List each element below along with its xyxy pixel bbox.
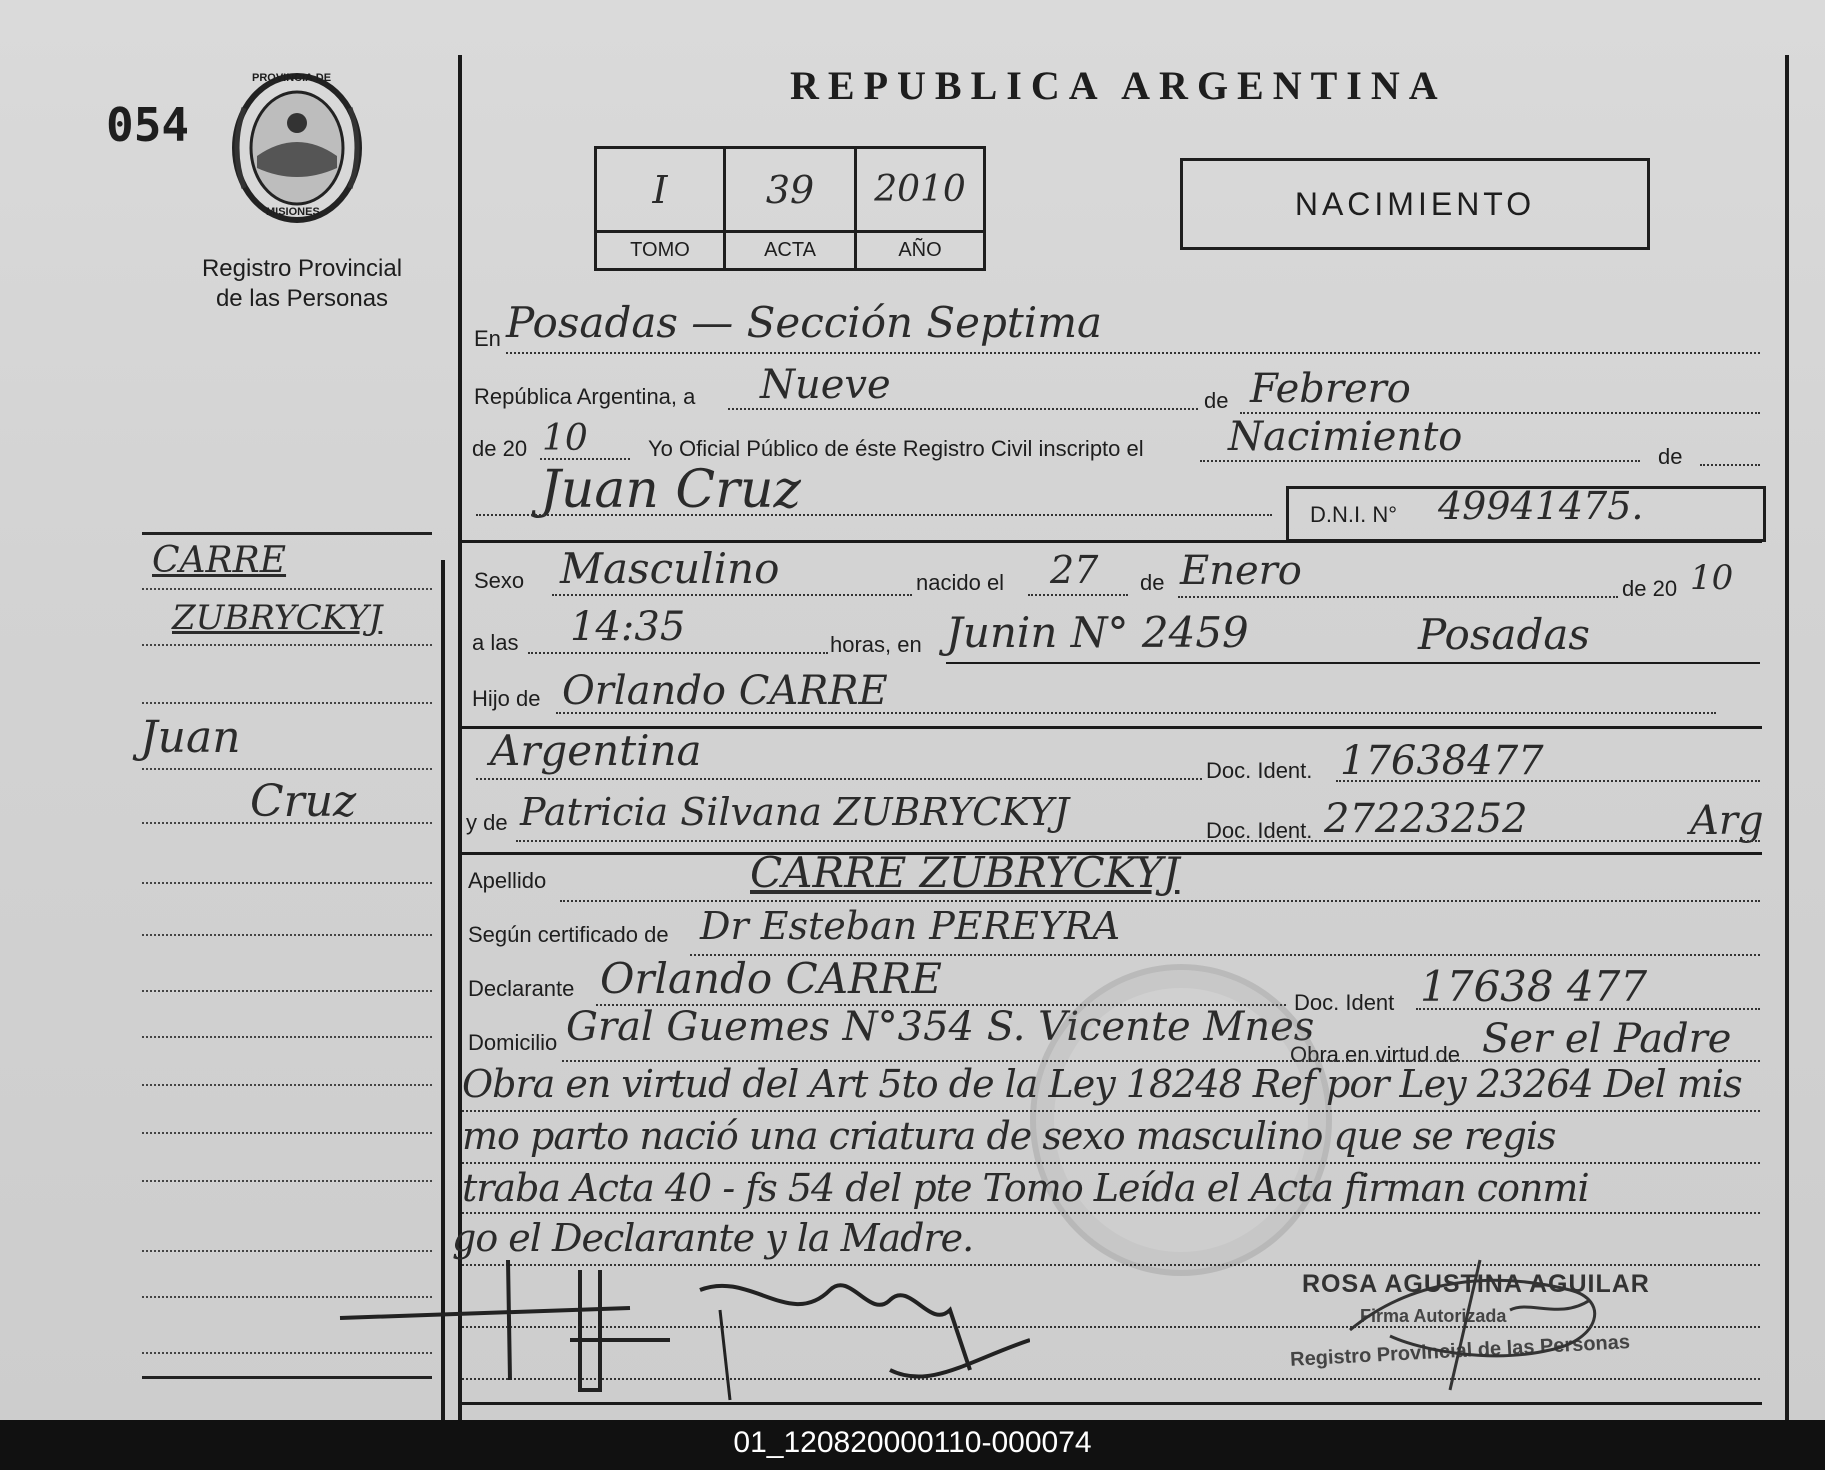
field-certificado: Dr Esteban PEREYRA [700, 904, 1121, 948]
record-type-label: NACIMIENTO [1294, 185, 1536, 222]
field-obra: Ser el Padre [1482, 1016, 1732, 1062]
obs-line-2 [462, 1162, 1760, 1164]
field-padre: Orlando CARRE [562, 668, 888, 714]
label-doc-ident-declarante: Doc. Ident [1294, 990, 1395, 1015]
line-padre-nacionalidad [476, 778, 1202, 780]
tomo-label: TOMO [596, 232, 725, 270]
official-signature-icon [1330, 1240, 1630, 1400]
label-hijo-de: Hijo de [472, 686, 541, 711]
field-nombre: Juan Cruz [540, 460, 801, 520]
misiones-seal [222, 68, 372, 228]
field-padre-nacionalidad: Argentina [490, 726, 702, 775]
acta-value: 39 [725, 148, 856, 232]
field-madre-doc: 27223252 [1324, 796, 1528, 842]
field-apellido: CARRE ZUBRYCKYJ [750, 848, 1180, 897]
label-obra: Obra en virtud de [1290, 1042, 1460, 1067]
margin-line [142, 990, 432, 992]
line-lugar-nac [946, 662, 1760, 664]
line-padre-doc [1336, 780, 1760, 782]
margin-surname-1: CARRE [152, 540, 287, 581]
page-title: REPUBLICA ARGENTINA [790, 63, 1447, 108]
field-nacido-mes: Enero [1180, 548, 1302, 594]
line-inscripto [1200, 460, 1640, 462]
field-padre-doc: 17638477 [1340, 738, 1544, 784]
margin-top-rule [142, 532, 432, 535]
form-right-rule [1785, 55, 1789, 1420]
line-padre [556, 712, 1716, 714]
label-de: de [1204, 388, 1229, 413]
margin-line [142, 702, 432, 704]
seal-caption-bottom: MISIONES [266, 206, 320, 218]
margin-line [142, 1084, 432, 1086]
field-anio-suffix: 10 [542, 418, 588, 459]
margin-line [142, 768, 432, 770]
label-y-de: y de [466, 810, 508, 835]
observation-line-1: Obra en virtud del Art 5to de la Ley 18248 Ref por Ley 23264 Del mis [462, 1062, 1742, 1106]
register-reference-table [594, 146, 986, 271]
margin-line [142, 1036, 432, 1038]
margin-given-1: Juan [140, 712, 241, 763]
margin-line [142, 1180, 432, 1182]
field-declarante-doc: 17638 477 [1420, 962, 1648, 1011]
field-madre-nacionalidad: Arg [1690, 798, 1764, 844]
handwritten-signature-icon [330, 1250, 1030, 1410]
official-name: ROSA AGUSTINA AGUILAR [1302, 1270, 1650, 1298]
label-de-2: de [1658, 444, 1683, 469]
observation-line-2: mo parto nació una criatura de sexo masculino que se regis [462, 1114, 1556, 1158]
acta-label: ACTA [725, 232, 856, 270]
document-code: 054 [106, 98, 190, 152]
line-nacido-dia [1028, 594, 1128, 596]
field-lugar-nac: Junin N° 2459 [946, 608, 1249, 657]
label-domicilio: Domicilio [468, 1030, 558, 1055]
field-mes: Febrero [1250, 366, 1411, 412]
label-dni: D.N.I. N° [1310, 502, 1398, 527]
label-yo-oficial: Yo Oficial Público de éste Registro Civil inscripto el [648, 436, 1144, 461]
field-declarante: Orlando CARRE [600, 954, 942, 1003]
field-nacido-anio: 10 [1690, 558, 1734, 598]
line-madre [516, 840, 1760, 842]
obs-line-1 [462, 1110, 1760, 1112]
field-ciudad-nac: Posadas [1418, 610, 1590, 659]
line-sexo [552, 594, 912, 596]
line-lugar [506, 352, 1760, 354]
field-hora: 14:35 [570, 604, 686, 650]
label-de-3: de [1140, 570, 1165, 595]
official-role: Firma Autorizada [1360, 1306, 1507, 1326]
line-de [1700, 464, 1760, 466]
observation-line-4: go el Declarante y la Madre. [452, 1216, 974, 1260]
line-dia [728, 408, 1198, 410]
field-inscripto: Nacimiento [1228, 414, 1463, 460]
margin-surname-2: ZUBRYCKYJ [172, 598, 383, 638]
anio-label: AÑO [856, 232, 985, 270]
seal-caption-top: PROVINCIA DE [252, 72, 332, 84]
field-madre: Patricia Silvana ZUBRYCKYJ [520, 790, 1069, 834]
label-horas-en: horas, en [830, 632, 922, 657]
margin-given-2: Cruz [250, 776, 357, 827]
label-de-20: de 20 [472, 436, 528, 461]
record-type-box [1180, 158, 1650, 250]
label-a-las: a las [472, 630, 519, 655]
line-declarante-doc [1416, 1008, 1760, 1010]
label-sexo: Sexo [474, 568, 525, 593]
registry-office-label [150, 254, 454, 314]
field-nacido-dia: 27 [1050, 548, 1099, 592]
label-republica: República Argentina, a [474, 384, 696, 409]
margin-line [142, 644, 432, 646]
line-nacido-mes [1178, 596, 1618, 598]
margin-line [142, 934, 432, 936]
label-declarante: Declarante [468, 976, 575, 1001]
margin-line [142, 1132, 432, 1134]
line-apellido [560, 900, 1760, 902]
provincial-seal-icon [222, 68, 372, 228]
label-de-20b: de 20 [1622, 576, 1678, 601]
field-lugar: Posadas — Sección Septima [506, 298, 1103, 347]
field-domicilio: Gral Guemes N°354 S. Vicente Mnes [566, 1004, 1315, 1050]
field-dni: 49941475. [1438, 484, 1644, 528]
label-en: En [474, 326, 501, 351]
obs-line-3 [462, 1212, 1760, 1214]
observation-line-3: traba Acta 40 - fs 54 del pte Tomo Leída el Acta firman conmi [462, 1166, 1589, 1210]
label-doc-ident: Doc. Ident. [1206, 758, 1313, 783]
row4-rule [462, 540, 1762, 543]
margin-line [142, 882, 432, 884]
line-hora [528, 652, 828, 654]
margin-line [142, 588, 432, 590]
official-office: Registro Provincial de las Personas [1289, 1331, 1631, 1371]
registry-office-line-2: de las Personas [215, 285, 389, 312]
label-doc-ident-madre: Doc. Ident. [1206, 818, 1313, 843]
label-nacido-el: nacido el [916, 570, 1005, 595]
tomo-value: I [596, 148, 725, 232]
field-dia: Nueve [760, 362, 891, 408]
line-nombre [476, 514, 1272, 516]
field-sexo: Masculino [560, 544, 780, 593]
registry-office-line-1: Registro Provincial [201, 255, 403, 282]
label-segun: Según certificado de [468, 922, 669, 947]
scan-filename: 01_120820000110-000074 [733, 1426, 1092, 1459]
anio-value: 2010 [856, 148, 985, 232]
label-apellido: Apellido [468, 868, 547, 893]
